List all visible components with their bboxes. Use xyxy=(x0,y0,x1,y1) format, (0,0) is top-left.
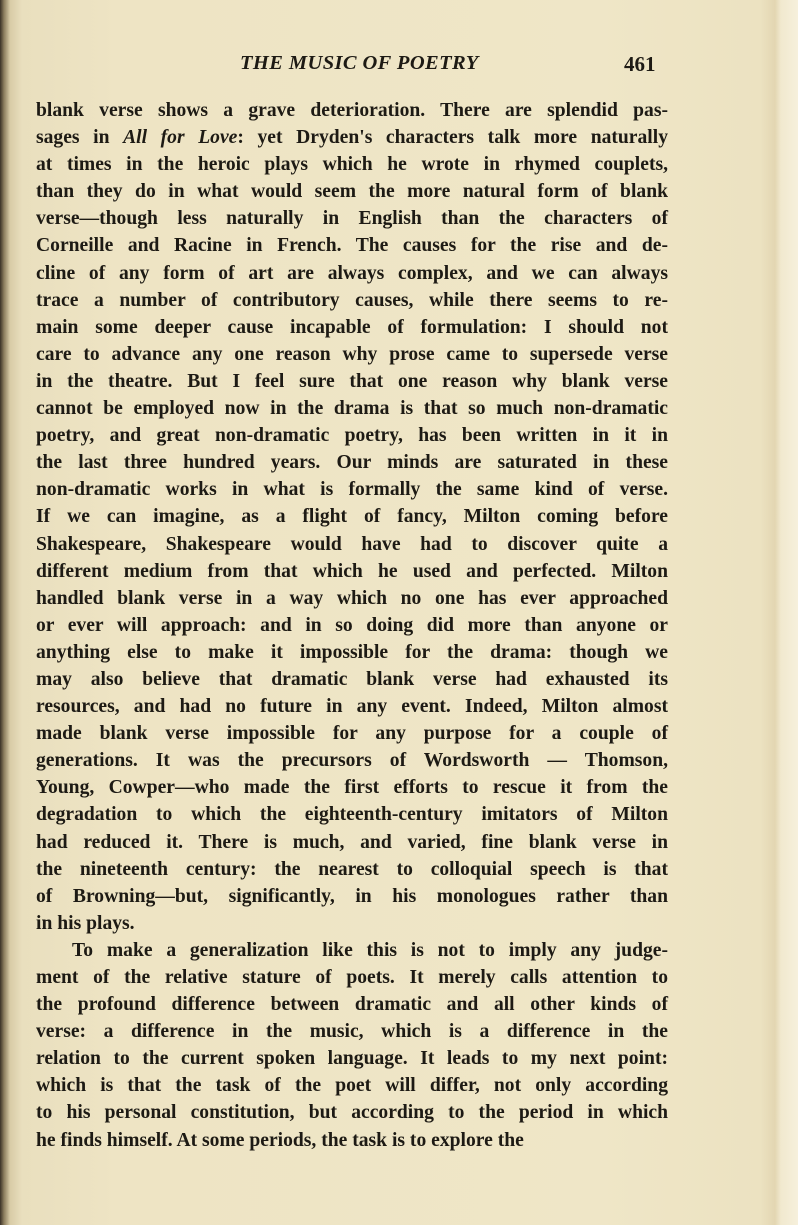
text-line: may also believe that dramatic blank verse had exhausted its xyxy=(36,668,668,690)
page-number: 461 xyxy=(624,52,656,76)
text-line: Young, Cowper—who made the first efforts to rescue it from the xyxy=(36,777,668,799)
running-title: THE MUSIC OF POETRY xyxy=(240,52,479,74)
text-line: made blank verse impossible for any purpose for a couple of xyxy=(36,723,668,745)
text-line: he finds himself. At some periods, the task is to explore the xyxy=(36,1129,524,1151)
body-text xyxy=(36,97,668,1154)
paragraph xyxy=(36,97,668,937)
text-line: or ever will approach: and in so doing did more than anyone or xyxy=(36,614,668,636)
text-line: degradation to which the eighteenth-century imitators of Milton xyxy=(36,804,668,826)
text-line: non-dramatic works in what is formally the same kind of verse. xyxy=(36,479,668,501)
text-line: verse—though less naturally in English than the characters of xyxy=(36,208,668,230)
text-line: which is that the task of the poet will differ, not only according xyxy=(36,1075,668,1097)
text-line: relation to the current spoken language. It leads to my next point: xyxy=(36,1048,668,1070)
text-line: had reduced it. There is much, and varied, fine blank verse in xyxy=(36,831,668,853)
text-line: generations. It was the precursors of Wordsworth — Thomson, xyxy=(36,750,668,772)
text-line: main some deeper cause incapable of formulation: I should not xyxy=(36,316,668,338)
text-line: poetry, and great non-dramatic poetry, has been written in it in xyxy=(36,425,668,447)
text-line: sages in All for Love: yet Dryden's characters talk more naturally xyxy=(36,127,668,149)
text-line: verse: a difference in the music, which is a difference in the xyxy=(36,1021,668,1043)
paragraph xyxy=(36,937,668,1154)
text-line: the profound difference between dramatic and all other kinds of xyxy=(36,994,668,1016)
text-line: of Browning—but, significantly, in his monologues rather than xyxy=(36,885,668,907)
text-line: in the theatre. But I feel sure that one reason why blank verse xyxy=(36,370,668,392)
text-line: than they do in what would seem the more natural form of blank xyxy=(36,181,668,203)
text-line: If we can imagine, as a flight of fancy, Milton coming before xyxy=(36,506,668,528)
text-line: Shakespeare, Shakespeare would have had to discover quite a xyxy=(36,533,668,555)
text-line: to his personal constitution, but according to the period in which xyxy=(36,1102,668,1124)
text-line: cannot be employed now in the drama is that so much non-dramatic xyxy=(36,398,668,420)
text-line: at times in the heroic plays which he wrote in rhymed couplets, xyxy=(36,154,668,176)
text-line: the nineteenth century: the nearest to colloquial speech is that xyxy=(36,858,668,880)
text-line: different medium from that which he used and perfected. Milton xyxy=(36,560,668,582)
text-line: the last three hundred years. Our minds are saturated in these xyxy=(36,452,668,474)
text-line: blank verse shows a grave deterioration. There are splendid pas- xyxy=(36,100,668,121)
book-title-italic: All for Love xyxy=(123,127,238,149)
text-line: anything else to make it impossible for the drama: though we xyxy=(36,641,668,663)
text-line: Corneille and Racine in French. The causes for the rise and de- xyxy=(36,235,668,257)
text-line: cline of any form of art are always complex, and we can always xyxy=(36,262,668,284)
text-line: To make a generalization like this is not to imply any judge- xyxy=(72,939,668,961)
running-header xyxy=(0,52,798,82)
text-line: handled blank verse in a way which no one has ever approached xyxy=(36,587,668,609)
text-line: resources, and had no future in any event. Indeed, Milton almost xyxy=(36,696,668,718)
text-line: in his plays. xyxy=(36,912,135,934)
text-line: care to advance any one reason why prose came to supersede verse xyxy=(36,343,668,365)
text-line: ment of the relative stature of poets. It merely calls attention to xyxy=(36,967,668,988)
text-line: trace a number of contributory causes, while there seems to re- xyxy=(36,289,668,311)
